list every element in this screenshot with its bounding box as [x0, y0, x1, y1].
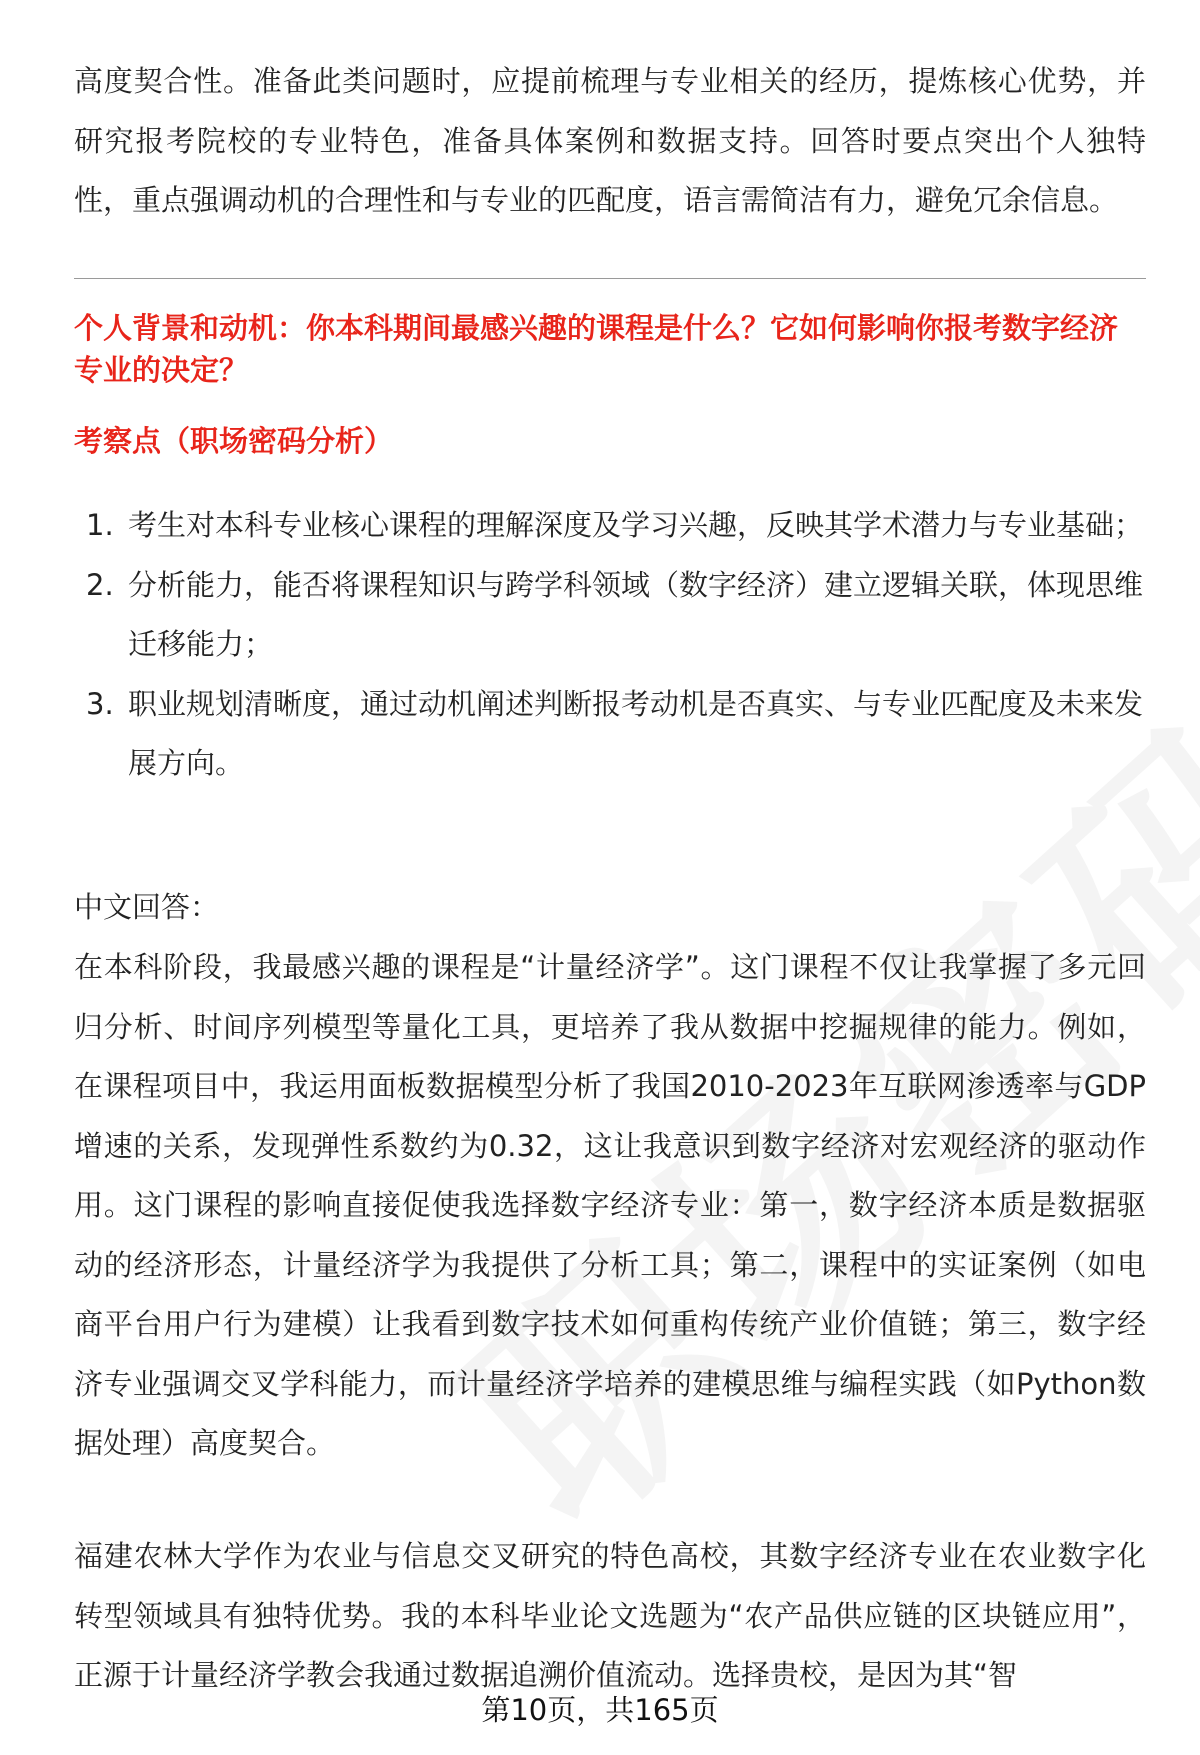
answer-paragraph-2: 福建农林大学作为农业与信息交叉研究的特色高校，其数字经济专业在农业数字化转型领域具有独特优势。我的本科毕业论文选题为“农产品供应链的区块链应用”，正源于计量经济学教会我通过数据追溯价值流动。选择贵校，是因为其“智: [74, 1539, 1146, 1692]
page-number-footer: 第10页，共165页: [481, 1693, 719, 1727]
list-item-text: 考生对本科专业核心课程的理解深度及学习兴趣，反映其学术潜力与专业基础；: [128, 508, 1144, 542]
list-item-text: 分析能力，能否将课程知识与跨学科领域（数字经济）建立逻辑关联，体现思维迁移能力；: [128, 567, 1144, 661]
section-divider: [74, 278, 1146, 279]
assessment-title: 考察点（职场密码分析）: [74, 424, 394, 458]
list-item: [74, 675, 1146, 794]
answer-label: 中文回答：: [74, 890, 220, 924]
question-heading: 个人背景和动机：你本科期间最感兴趣的课程是什么？它如何影响你报考数字经济专业的决定？: [74, 311, 1119, 387]
list-item-number: 2.: [86, 567, 114, 602]
list-item-text: 职业规划清晰度，通过动机阐述判断报考动机是否真实、与专业匹配度及未来发展方向。: [128, 686, 1144, 780]
list-item-number: 3.: [86, 686, 114, 721]
list-item-number: 1.: [86, 508, 114, 542]
intro-paragraph: 高度契合性。准备此类问题时，应提前梳理与专业相关的经历，提炼核心优势，并研究报考院校的专业特色，准备具体案例和数据支持。回答时要点突出个人独特性，重点强调动机的合理性和与专业的匹配度，语言需简洁有力，避免冗余信息。: [74, 64, 1146, 217]
answer-paragraph-1: 在本科阶段，我最感兴趣的课程是“计量经济学”。这门课程不仅让我掌握了多元回归分析、时间序列模型等量化工具，更培养了我从数据中挖掘规律的能力。例如，在课程项目中，我运用面板数据模型分析了我国2010-2023年互联网渗透率与GDP增速的关系，发现弹性系数约为0.32，这让我意识到数字经济对宏观经济的驱动作用。这门课程的影响直接促使我选择数字经济专业：第一，数字经济本质是数据驱动的经济形态，计量经济学为我提供了分析工具；第二，课程中的实证案例（如电商平台用户行为建模）让我看到数字技术如何重构传统产业价值链；第三，数字经济专业强调交叉学科能力，而计量经济学培养的建模思维与编程实践（如Python数据处理）高度契合。: [74, 950, 1146, 1460]
assessment-points-list: [74, 496, 1146, 794]
list-item: [74, 556, 1146, 675]
list-item: [74, 496, 1146, 556]
